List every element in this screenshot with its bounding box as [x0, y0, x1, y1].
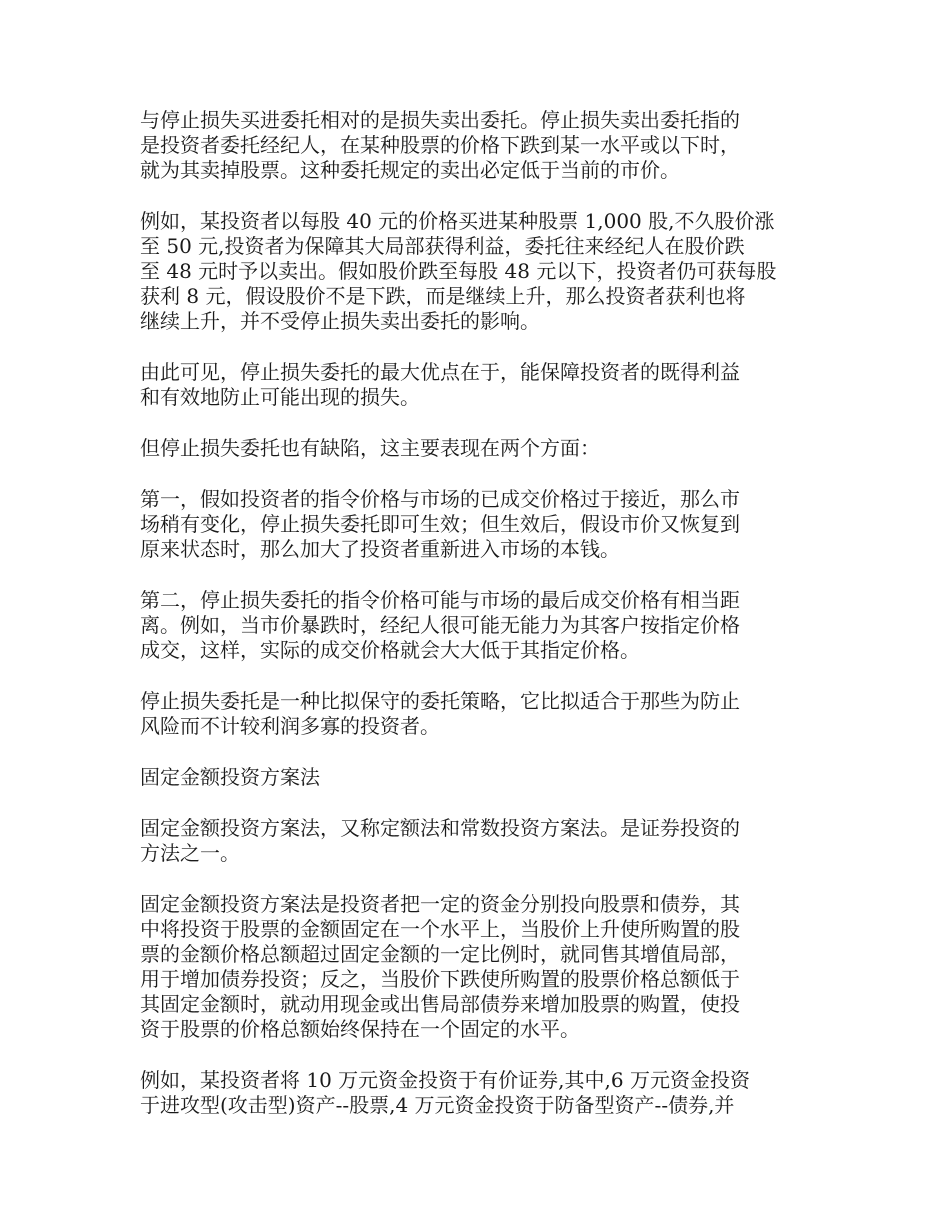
document-page — [140, 108, 812, 1144]
paragraph-defects-intro: 但停止损失委托也有缺陷，这主要表现在两个方面： — [140, 436, 600, 460]
paragraph-fixed-amount-definition: 固定金额投资方案法，又称定额法和常数投资方案法。是证券投资的 方法之一。 — [140, 816, 740, 865]
paragraph-example-stop-loss: 例如，某投资者以每股 40 元的价格买进某种股票 1,000 股,不久股价涨 至 50 元,投资者为保障其大局部获得利益，委托往来经纪人在股价跌 至 48 元时予以卖出。假如股价跌至每股 48 元以下，投资者仍可获每股 获利 8 元，假设股价不是下跌，而是继续上升，那么投资者获利也将 继续上升，并不受停止损失卖出委托的影响。 — [140, 209, 777, 333]
paragraph-fixed-amount-example: 例如，某投资者将 10 万元资金投资于有价证券,其中,6 万元资金投资 于进攻型(攻击型)资产--股票,4 万元资金投资于防备型资产--债券,并 — [140, 1068, 750, 1117]
paragraph-conclusion: 停止损失委托是一种比拟保守的委托策略，它比拟适合于那些为防止 风险而不计较利润多寡的投资者。 — [140, 689, 740, 738]
paragraph-stop-loss-sell-definition: 与停止损失买进委托相对的是损失卖出委托。停止损失卖出委托指的 是投资者委托经纪人，在某种股票的价格下跌到某一水平或以下时， 就为其卖掉股票。这种委托规定的卖出必定低于当前的市价。 — [140, 108, 740, 182]
paragraph-advantage: 由此可见，停止损失委托的最大优点在于，能保障投资者的既得利益 和有效地防止可能出现的损失。 — [140, 360, 740, 409]
section-heading-fixed-amount: 固定金额投资方案法 — [140, 765, 320, 789]
paragraph-fixed-amount-method: 固定金额投资方案法是投资者把一定的资金分别投向股票和债券，其 中将投资于股票的金额固定在一个水平上，当股价上升使所购置的股 票的金额价格总额超过固定金额的一定比例时，就同售其增值局部， 用于增加债券投资；反之，当股价下跌使所购置的股票价格总额低于 其固定金额时，就动用现金或出售局部债券来增加股票的购置，使投 资于股票的价格总额始终保持在一个固定的水平。 — [140, 892, 740, 1041]
paragraph-defect-second: 第二，停止损失委托的指令价格可能与市场的最后成交价格有相当距 离。例如，当市价暴跌时，经纪人很可能无能力为其客户按指定价格 成交，这样，实际的成交价格就会大大低于其指定价格。 — [140, 588, 740, 662]
paragraph-defect-first: 第一，假如投资者的指令价格与市场的已成交价格过于接近，那么市 场稍有变化，停止损失委托即可生效；但生效后，假设市价又恢复到 原来状态时，那么加大了投资者重新进入市场的本钱。 — [140, 487, 740, 561]
